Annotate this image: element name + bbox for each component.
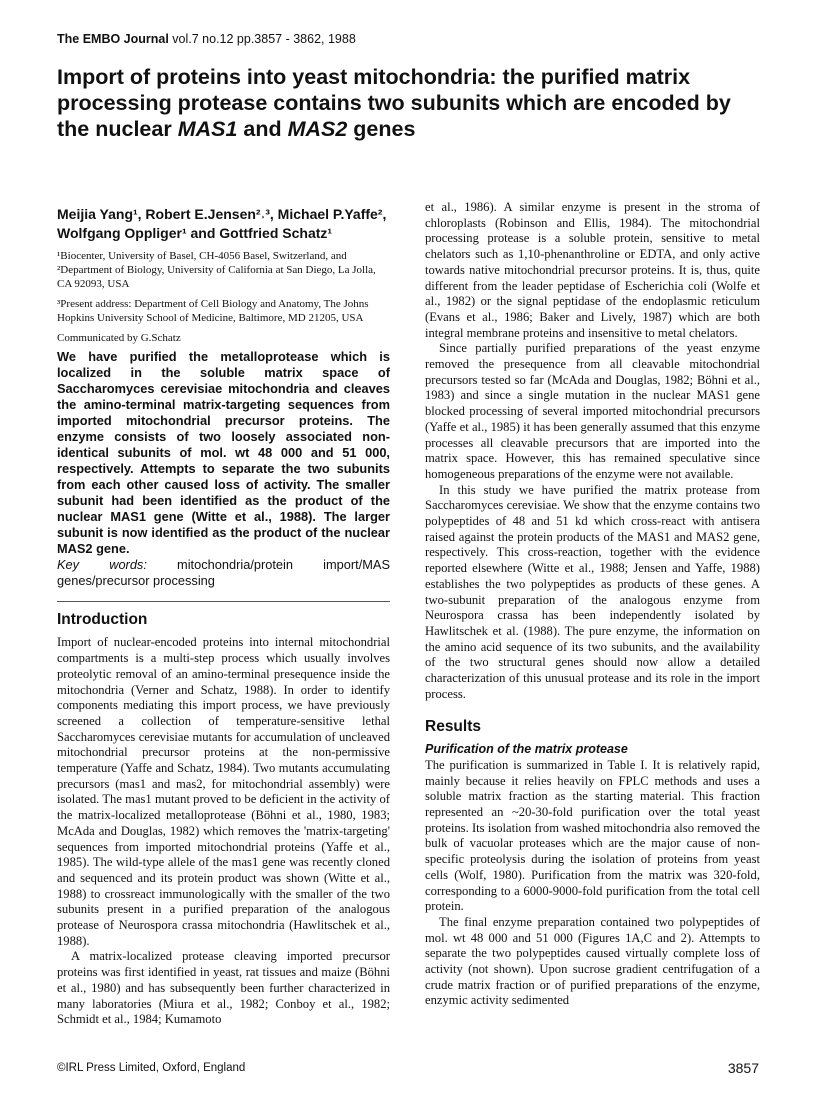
- intro-paragraph-2: A matrix-localized protease cleaving imported precursor proteins was first identified in yeast, rat tissues and maize (Böhni et al., 1980) and has subsequently been further characterized in many laboratories (Miura et al., 1982; Conboy et al., 1982; Schmidt et al., 1984; Kumamoto: [57, 949, 390, 1027]
- right-paragraph-2: Since partially purified preparations of the yeast enzyme removed the presequence from all cleavable mitochondrial precursors tested so far (McAda and Douglas, 1982; Böhni et al., 1983) and since a single mutation in the nuclear MAS1 gene blocked processing of several imported mitochondrial precursors (Yaffe et al., 1985) it has been generally assumed that this enzyme processes all cleavable precursors that are imported into the matrix space. However, this has remained speculative since homogeneous preparations of the enzyme were not available.: [425, 341, 760, 481]
- affiliation-2: ³Present address: Department of Cell Biology and Anatomy, The Johns Hopkins University School of Medicine, Baltimore, MD 21205, USA: [57, 298, 369, 324]
- title-and: and: [237, 117, 288, 141]
- section-divider: [57, 601, 390, 602]
- intro-paragraph-1: Import of nuclear-encoded proteins into internal mitochondrial compartments is a multi-step process which usually involves proteolytic removal of an amino-terminal presequence inside the mitochondria (Verner and Schatz, 1988). In order to identify components mediating this import process, we have previously screened a collection of temperature-sensitive lethal Saccharomyces cerevisiae mutants for accumulation of uncleaved mitochondrial precursor proteins at the non-permissive temperature (Yaffe and Schatz, 1984). Two mutants accumulating precursors (mas1 and mas2, for mitochondrial assembly) were isolated. The mas1 mutant proved to be deficient in the activity of the matrix-localized metalloprotease (Böhni et al., 1980, 1983; McAda and Douglas, 1982) which removes the 'matrix-targeting' sequences from imported mitochondrial proteins (Yaffe et al., 1985). The wild-type allele of the mas1 gene was recently cloned and sequenced and its protein product was shown (Witte et al., 1988) to crossreact immunologically with the smaller of the two subunits present in a purified preparation of the analogous protease of Neurospora crassa mitochondria (Hawlitschek et al., 1988).: [57, 635, 390, 948]
- left-column: [57, 200, 390, 1028]
- title-gene1: MAS1: [177, 117, 238, 141]
- intro-heading: Introduction: [57, 610, 148, 628]
- journal-name: The EMBO Journal: [57, 32, 169, 46]
- right-paragraph-1: et al., 1986). A similar enzyme is present in the stroma of chloroplasts (Robinson and Ellis, 1984). The mitochondrial processing protease is a soluble protein, sensitive to metal chelators such as 1,10-phenanthroline or EDTA, and only active towards native mitochondrial precursor proteins. It is, thus, quite different from the leader peptidase of Escherichia coli (Wolfe et al., 1982) or the signal peptidase of the endoplasmic reticulum (Evans et al., 1986; Baker and Lively, 1987) which are both integral membrane proteins and insensitive to metal chelators.: [425, 200, 760, 340]
- page-number: 3857: [727, 1060, 759, 1076]
- results-paragraph-2: The final enzyme preparation contained two polypeptides of mol. wt 48 000 and 51 000 (Figures 1A,C and 2). Attempts to separate the two polypeptides caused virtually complete loss of activity (not shown). Upon sucrose gradient centrifugation of a crude matrix fraction or of purified preparations of the enzyme, enzymic activity sedimented: [425, 914, 760, 1008]
- abstract: We have purified the metalloprotease which is localized in the soluble matrix space of Saccharomyces cerevisiae mitochondria and cleaves the amino-terminal matrix-targeting sequences from imported mitochondrial precursor proteins. The enzyme consists of two loosely associated non-identical subunits of mol. wt 48 000 and 51 000, respectively. Attempts to separate the two subunits from each other caused loss of activity. The smaller subunit had been identified as the product of the nuclear MAS1 gene (Witte et al., 1988). The larger subunit is now identified as the product of the nuclear MAS2 gene.: [57, 348, 390, 556]
- results-heading: Results: [425, 717, 481, 735]
- communicated-by: Communicated by G.Schatz: [57, 332, 181, 344]
- journal-citation: vol.7 no.12 pp.3857 - 3862, 1988: [168, 32, 356, 46]
- title-gene2: MAS2: [287, 117, 348, 141]
- journal-header: [57, 32, 356, 46]
- keywords: [57, 557, 390, 589]
- affiliations: [57, 249, 390, 325]
- right-paragraph-3: In this study we have purified the matrix protease from Saccharomyces cerevisiae. We show that the enzyme contains two polypeptides of 48 and 51 kd which cross-react with antisera raised against the protein products of the MAS1 and MAS2 gene, respectively. This cross-reaction, together with the evidence reported elsewhere (Witte et al., 1988; Jensen and Yaffe, 1988) establishes the two polypeptides as products of these genes. A two-subunit preparation of the analogous enzyme from Neurospora crassa has been independently isolated by Hawlitschek et al. (1988). The pure enzyme, the information on the amino acid sequence of its two subunits, and the availability of the two structural genes should now allow a detailed characterization of this unusual protease and its role in the import process.: [425, 482, 760, 701]
- right-column: [425, 200, 760, 1009]
- keywords-label: Key words:: [57, 556, 147, 572]
- results-paragraph-1: The purification is summarized in Table I. It is relatively rapid, mainly because it relies heavily on FPLC methods and uses a soluble matrix fraction as the starting material. This fraction represented an ~20-30-fold purification over the total yeast proteins. Its isolation from washed mitochondria also removed the bulk of vacuolar proteases which are the major cause of non-specific proteolysis during the isolation of proteins from yeast cells (Wolf, 1980). Purification from the matrix was 320-fold, corresponding to a 6000-9000-fold purification from the total cell protein.: [425, 757, 760, 914]
- affiliation-1: ¹Biocenter, University of Basel, CH-4056 Basel, Switzerland, and ²Department of Biology, University of California at San Diego, La Jolla, CA 92093, USA: [57, 250, 376, 290]
- title-end: genes: [347, 117, 416, 141]
- authors: Meijia Yang¹, Robert E.Jensen²˒³, Michael P.Yaffe², Wolfgang Oppliger¹ and Gottfried Schatz¹: [57, 206, 387, 241]
- copyright-footer: ©IRL Press Limited, Oxford, England: [57, 1062, 246, 1074]
- title-text: Import of proteins into yeast mitochondria: the purified matrix processing protease contains two subunits which are encoded by the nuclear: [57, 65, 731, 141]
- results-subheading: Purification of the matrix protease: [425, 742, 628, 757]
- article-title: [57, 64, 737, 142]
- keywords-text: mitochondria/protein import/MAS genes/precursor processing: [57, 556, 390, 588]
